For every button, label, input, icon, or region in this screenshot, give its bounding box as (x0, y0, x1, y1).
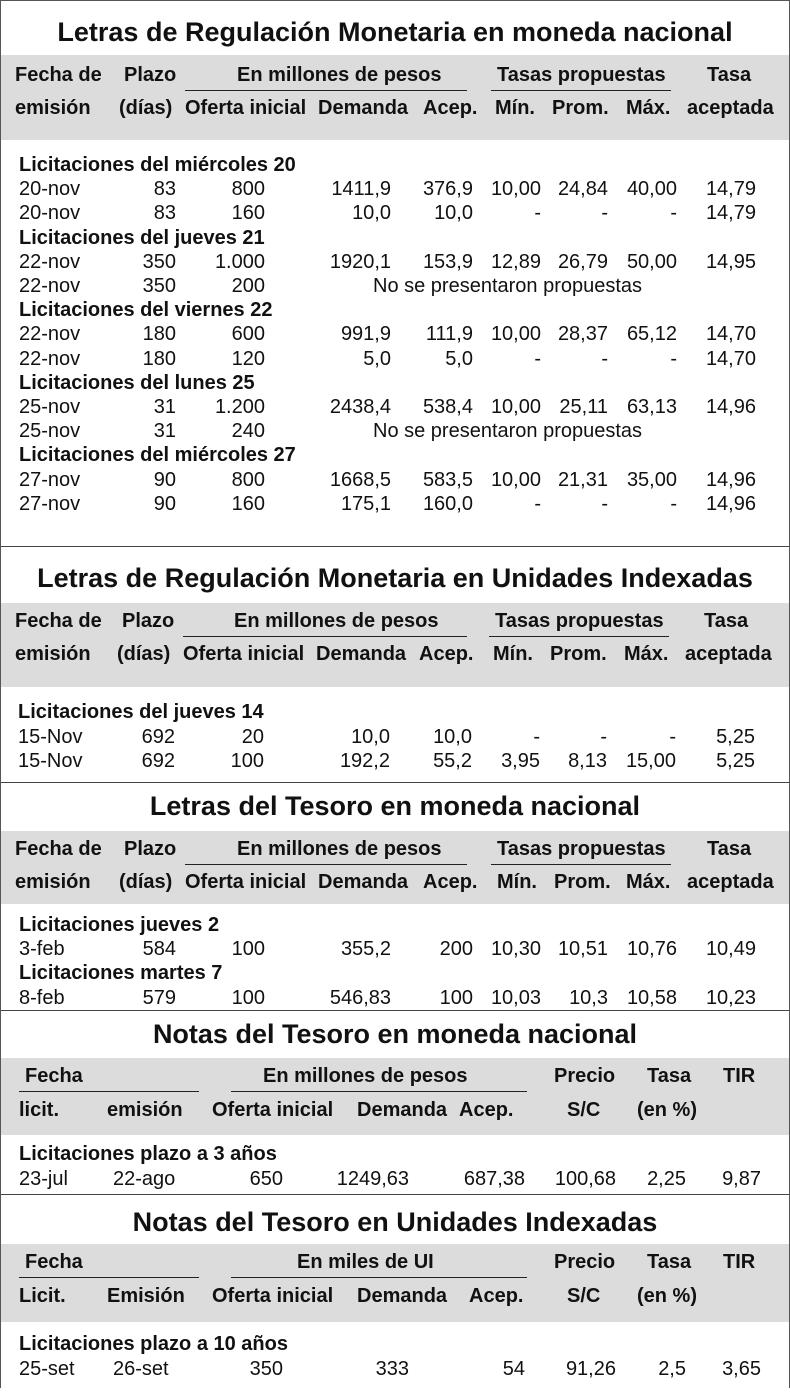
col-acep-cell: 54 (502, 1358, 525, 1380)
col-tir-header: TIR (723, 1065, 756, 1087)
col-tasa-cell: 14,79 (705, 202, 756, 225)
col-prom-cell: - (601, 492, 608, 515)
col-prom-cell: - (600, 725, 607, 748)
col-tasa-header: Tasa (707, 64, 752, 86)
col-max-cell: - (670, 492, 677, 515)
section-lrm-unidades-indexadas (1, 547, 789, 783)
col-plazo-cell: 584 (142, 938, 176, 961)
col-licit-header: licit. (19, 1099, 60, 1121)
col-tasa-header: Tasa (647, 1065, 692, 1087)
col-licit-cell: 23-jul (19, 1168, 68, 1190)
group-label: Licitaciones del miércoles 27 (19, 444, 296, 467)
col-min-cell: - (534, 202, 541, 225)
col-min-cell: 10,30 (490, 938, 541, 961)
col-plazo-cell: 180 (142, 323, 176, 346)
col-fecha-header: emisión (15, 97, 91, 119)
col-oferta-header: Oferta inicial (212, 1099, 334, 1121)
col-fecha-cell: 22-nov (19, 250, 81, 273)
group-header: En millones de pesos (263, 1065, 468, 1087)
col-fecha-cell: 15-Nov (18, 725, 83, 748)
col-tasa-header: aceptada (685, 643, 772, 665)
col-min-cell: 10,00 (490, 396, 541, 418)
tasas-underline (489, 636, 669, 637)
col-max-cell: - (670, 347, 677, 370)
group-underline (231, 1091, 527, 1092)
col-tir-cell: 9,87 (722, 1168, 761, 1190)
col-demanda-header: Demanda (357, 1285, 448, 1307)
group-underline (231, 1277, 527, 1278)
col-oferta-cell: 160 (231, 202, 265, 225)
col-plazo-header: Plazo (122, 610, 175, 632)
col-min-cell: 12,89 (490, 250, 541, 273)
col-oferta-cell: 20 (241, 725, 264, 748)
no-proposals-note: No se presentaron propuestas (373, 420, 643, 443)
col-demanda-cell: 10,0 (351, 725, 390, 748)
col-oferta-cell: 800 (231, 178, 265, 201)
col-prom-cell: 26,79 (557, 250, 608, 273)
col-tasa-header: Tasa (647, 1251, 692, 1273)
col-tasa-cell: 14,70 (705, 323, 756, 346)
col-max-header: Máx. (626, 871, 671, 893)
col-prom-cell: 25,11 (559, 396, 608, 418)
col-plazo-cell: 90 (153, 492, 176, 515)
col-acep-header: Acep. (423, 97, 478, 119)
col-demanda-cell: 355,2 (340, 938, 391, 961)
col-demanda-cell: 175,1 (340, 492, 391, 515)
fecha-underline (19, 1277, 199, 1278)
col-prom-cell: - (601, 347, 608, 370)
section-title: Letras de Regulación Monetaria en Unidades Indexadas (37, 563, 753, 593)
col-demanda-header: Demanda (318, 871, 409, 893)
col-tir-header: TIR (723, 1251, 756, 1273)
col-oferta-cell: 160 (231, 492, 265, 515)
col-precio-cell: 91,26 (565, 1358, 616, 1380)
col-prom-cell: 10,51 (557, 938, 608, 961)
col-plazo-cell: 180 (142, 347, 176, 370)
col-plazo-cell: 350 (142, 275, 176, 297)
col-tasa-cell: 14,95 (705, 250, 756, 273)
col-max-cell: 10,76 (626, 938, 677, 961)
no-proposals-note: No se presentaron propuestas (373, 275, 643, 297)
col-fecha-cell: 20-nov (19, 178, 81, 201)
col-plazo-cell: 83 (153, 178, 176, 201)
col-tasa-cell: 10,49 (705, 938, 756, 961)
col-demanda-header: Demanda (316, 643, 407, 665)
col-max-cell: 50,00 (626, 250, 677, 273)
col-tasa-cell: 14,96 (705, 396, 756, 418)
col-tasa-header: (en %) (637, 1099, 697, 1121)
col-tasa-cell: 14,70 (705, 347, 756, 370)
col-fecha-header: emisión (15, 871, 91, 893)
col-acep-cell: 200 (439, 938, 473, 961)
col-fecha-header: Fecha (25, 1065, 83, 1087)
col-precio-header: S/C (567, 1285, 601, 1307)
col-tasa-cell: 14,96 (705, 468, 756, 491)
col-acep-header: Acep. (423, 871, 478, 893)
col-acep-cell: 153,9 (422, 250, 473, 273)
col-plazo-cell: 31 (153, 396, 176, 418)
col-prom-cell: 24,84 (557, 178, 608, 201)
col-fecha-header: Fecha de (15, 64, 102, 86)
col-demanda-cell: 10,0 (352, 202, 391, 225)
col-plazo-cell: 692 (141, 725, 175, 748)
col-oferta-cell: 1.000 (214, 250, 265, 273)
col-oferta-cell: 800 (231, 468, 265, 491)
col-demanda-cell: 546,83 (329, 986, 391, 1009)
col-demanda-cell: 1249,63 (336, 1168, 409, 1190)
col-demanda-cell: 192,2 (339, 750, 390, 772)
col-fecha-cell: 20-nov (19, 202, 81, 225)
col-acep-cell: 111,9 (425, 323, 473, 346)
group-label: Licitaciones del jueves 14 (18, 701, 264, 723)
col-oferta-header: Oferta inicial (212, 1285, 334, 1307)
col-prom-header: Prom. (552, 97, 609, 119)
col-min-cell: - (534, 347, 541, 370)
col-prom-cell: - (601, 202, 608, 225)
col-oferta-cell: 650 (249, 1168, 283, 1190)
col-oferta-cell: 100 (230, 750, 264, 772)
col-demanda-cell: 5,0 (363, 347, 391, 370)
col-plazo-header: Plazo (124, 838, 177, 860)
col-acep-header: Acep. (469, 1285, 524, 1307)
col-tasa-cell: 14,96 (705, 492, 756, 515)
col-precio-header: S/C (567, 1099, 601, 1121)
section-letras-tesoro (1, 783, 789, 1011)
col-max-cell: - (670, 202, 677, 225)
col-oferta-header: Oferta inicial (185, 871, 307, 893)
col-acep-cell: 10,0 (433, 725, 472, 748)
col-tasa-cell: 5,25 (716, 725, 755, 748)
col-tasa-cell: 14,79 (705, 178, 756, 201)
group-header: En miles de UI (297, 1251, 434, 1273)
group-underline (183, 636, 467, 637)
col-min-cell: - (533, 725, 540, 748)
col-plazo-cell: 31 (153, 420, 176, 443)
col-precio-header: Precio (554, 1251, 616, 1273)
col-acep-header: Acep. (459, 1099, 514, 1121)
group-label: Licitaciones plazo a 10 años (19, 1333, 288, 1355)
col-prom-header: Prom. (554, 871, 611, 893)
section-notas-moneda-nacional (1, 1011, 789, 1195)
col-acep-cell: 583,5 (422, 468, 473, 491)
col-prom-header: Prom. (550, 643, 607, 665)
col-licit-header: Licit. (19, 1285, 66, 1307)
section-title: Letras de Regulación Monetaria en moneda nacional (57, 17, 733, 47)
col-tasa-header: (en %) (637, 1285, 697, 1307)
col-tasa-header: aceptada (687, 97, 774, 119)
col-tasa-cell: 2,25 (647, 1168, 686, 1190)
col-max-cell: 10,58 (626, 986, 677, 1009)
col-plazo-header: (días) (119, 97, 173, 119)
table-header (1, 1244, 789, 1322)
col-tir-cell: 3,65 (722, 1358, 761, 1380)
col-fecha-header: Fecha (25, 1251, 83, 1273)
col-fecha-cell: 27-nov (19, 492, 81, 515)
fecha-underline (19, 1091, 199, 1092)
col-acep-cell: 538,4 (422, 396, 473, 418)
col-demanda-cell: 1668,5 (329, 468, 391, 491)
group-underline (185, 864, 467, 865)
col-min-header: Mín. (497, 871, 537, 893)
col-tasa-header: aceptada (687, 871, 774, 893)
col-oferta-cell: 120 (231, 347, 265, 370)
col-demanda-cell: 1920,1 (329, 250, 391, 273)
col-max-header: Máx. (626, 97, 671, 119)
col-plazo-cell: 83 (153, 202, 176, 225)
col-fecha-header: emisión (15, 643, 91, 665)
col-demanda-cell: 1411,9 (331, 178, 391, 201)
col-plazo-header: (días) (119, 871, 173, 893)
col-tasa-header: Tasa (707, 838, 752, 860)
col-fecha-cell: 22-nov (19, 347, 81, 370)
col-oferta-cell: 1.200 (214, 396, 265, 418)
col-fecha-cell: 3-feb (19, 938, 65, 961)
col-acep-cell: 160,0 (422, 492, 473, 515)
col-oferta-header: Oferta inicial (185, 97, 307, 119)
col-fecha-cell: 27-nov (19, 468, 81, 491)
col-plazo-header: (días) (117, 643, 171, 665)
group-header: En millones de pesos (237, 64, 442, 86)
tasas-group-header: Tasas propuestas (495, 610, 664, 632)
col-fecha-cell: 25-nov (19, 420, 81, 443)
col-fecha-header: Fecha de (15, 838, 102, 860)
group-header: En millones de pesos (234, 610, 439, 632)
col-acep-cell: 5,0 (445, 347, 473, 370)
col-emision-cell: 22-ago (113, 1168, 176, 1190)
table-header (1, 603, 789, 687)
col-demanda-cell: 2438,4 (329, 396, 391, 418)
col-plazo-header: Plazo (124, 64, 177, 86)
group-label: Licitaciones del viernes 22 (19, 299, 273, 322)
col-acep-cell: 10,0 (434, 202, 473, 225)
table-header (1, 1058, 789, 1135)
col-fecha-cell: 22-nov (19, 275, 81, 297)
col-licit-cell: 25-set (19, 1358, 75, 1380)
group-label: Licitaciones plazo a 3 años (19, 1143, 277, 1165)
col-oferta-cell: 240 (231, 420, 265, 443)
col-min-header: Mín. (493, 643, 533, 665)
section-title: Letras del Tesoro en moneda nacional (149, 791, 641, 821)
col-min-cell: - (534, 492, 541, 515)
section-title: Notas del Tesoro en Unidades Indexadas (132, 1207, 658, 1237)
col-prom-cell: 10,3 (569, 986, 608, 1009)
col-acep-cell: 55,2 (433, 750, 472, 772)
col-acep-cell: 100 (439, 986, 473, 1009)
group-label: Licitaciones jueves 2 (19, 914, 220, 936)
col-demanda-header: Demanda (357, 1099, 448, 1121)
col-tasa-header: Tasa (704, 610, 749, 632)
col-oferta-header: Oferta inicial (183, 643, 305, 665)
col-demanda-cell: 991,9 (340, 323, 391, 346)
col-plazo-cell: 350 (142, 250, 176, 273)
col-fecha-cell: 15-Nov (18, 750, 83, 772)
group-label: Licitaciones del miércoles 20 (19, 154, 296, 176)
tasas-group-header: Tasas propuestas (497, 64, 666, 86)
col-oferta-cell: 350 (249, 1358, 283, 1380)
col-oferta-cell: 600 (231, 323, 265, 346)
col-acep-header: Acep. (419, 643, 474, 665)
section-lrm-moneda-nacional (1, 1, 789, 547)
col-fecha-cell: 22-nov (19, 323, 81, 346)
table-header (1, 55, 789, 140)
group-label: Licitaciones del jueves 21 (19, 226, 265, 249)
col-max-cell: - (669, 725, 676, 748)
section-title: Notas del Tesoro en moneda nacional (152, 1019, 638, 1049)
col-emision-header: Emisión (107, 1285, 185, 1307)
col-min-cell: 10,00 (490, 323, 541, 346)
col-fecha-cell: 8-feb (19, 986, 65, 1009)
col-tasa-cell: 5,25 (716, 750, 755, 772)
col-min-cell: 10,03 (490, 986, 541, 1009)
col-acep-cell: 687,38 (463, 1168, 525, 1190)
group-underline (185, 90, 467, 91)
group-label: Licitaciones del lunes 25 (19, 371, 255, 394)
table-header (1, 831, 789, 904)
col-min-cell: 3,95 (501, 750, 540, 772)
col-prom-cell: 21,31 (557, 468, 608, 491)
col-tasa-cell: 10,23 (705, 986, 756, 1009)
col-min-cell: 10,00 (490, 178, 541, 201)
tasas-underline (491, 864, 671, 865)
col-plazo-cell: 90 (153, 468, 176, 491)
tasas-underline (491, 90, 671, 91)
col-min-header: Mín. (495, 97, 535, 119)
col-oferta-cell: 100 (231, 986, 265, 1009)
col-fecha-cell: 25-nov (19, 396, 81, 418)
group-label: Licitaciones martes 7 (19, 962, 223, 985)
col-demanda-cell: 333 (375, 1358, 409, 1380)
col-precio-header: Precio (554, 1065, 616, 1087)
col-oferta-cell: 100 (231, 938, 265, 961)
col-oferta-cell: 200 (231, 275, 265, 297)
col-acep-cell: 376,9 (422, 178, 473, 201)
col-precio-cell: 100,68 (554, 1168, 616, 1190)
group-header: En millones de pesos (237, 838, 442, 860)
col-demanda-header: Demanda (318, 97, 409, 119)
col-tasa-cell: 2,5 (658, 1358, 686, 1380)
col-max-cell: 15,00 (625, 750, 676, 772)
col-max-cell: 40,00 (626, 178, 677, 201)
col-min-cell: 10,00 (490, 468, 541, 491)
col-max-cell: 65,12 (626, 323, 677, 346)
col-prom-cell: 8,13 (568, 750, 607, 772)
col-max-cell: 63,13 (626, 396, 677, 418)
col-plazo-cell: 692 (141, 750, 175, 772)
col-plazo-cell: 579 (142, 986, 176, 1009)
tasas-group-header: Tasas propuestas (497, 838, 666, 860)
section-notas-unidades-indexadas (1, 1195, 789, 1393)
col-max-cell: 35,00 (626, 468, 677, 491)
col-emision-cell: 26-set (113, 1358, 169, 1380)
col-fecha-header: Fecha de (15, 610, 102, 632)
col-max-header: Máx. (624, 643, 669, 665)
col-emision-header: emisión (107, 1099, 183, 1121)
col-prom-cell: 28,37 (557, 323, 608, 346)
